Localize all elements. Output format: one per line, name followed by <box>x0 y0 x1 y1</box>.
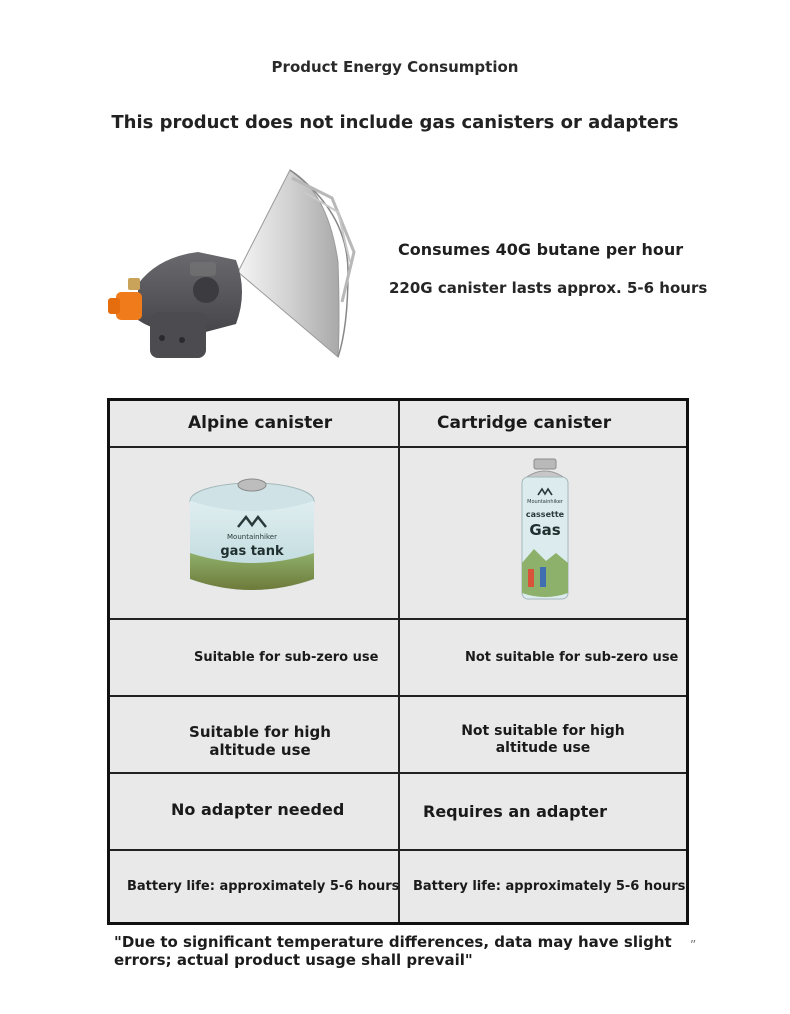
duration-spec: 220G canister lasts approx. 5-6 hours <box>389 279 708 297</box>
page-title: Product Energy Consumption <box>271 58 519 76</box>
column-divider <box>398 401 400 922</box>
row-divider <box>110 695 686 697</box>
cartridge-subzero: Not suitable for sub-zero use <box>465 650 679 665</box>
gas-heater-image <box>98 152 368 374</box>
consumption-spec: Consumes 40G butane per hour <box>398 240 684 259</box>
alpine-label-text: gas tank <box>220 544 284 559</box>
cartridge-canister-image <box>516 457 574 603</box>
footnote: "Due to significant temperature differences, data may have slight errors; actual product usage shall prevail" <box>114 933 672 969</box>
page-subtitle: This product does not include gas canisters or adapters <box>111 112 679 133</box>
cartridge-label-top-text: cassette <box>525 510 565 519</box>
comparison-table <box>107 398 689 925</box>
row-divider <box>110 446 686 448</box>
alpine-battery-life: Battery life: approximately 5-6 hours <box>127 879 400 894</box>
header-cartridge-canister: Cartridge canister <box>437 413 612 433</box>
alpine-altitude <box>170 723 350 759</box>
cartridge-adapter: Requires an adapter <box>423 802 607 821</box>
row-divider <box>110 618 686 620</box>
cartridge-brand-text: Mountainhiker <box>527 499 563 505</box>
cartridge-altitude-line2: altitude use <box>495 739 591 756</box>
alpine-subzero: Suitable for sub-zero use <box>194 650 379 665</box>
alpine-brand-text: Mountainhiker <box>227 533 277 541</box>
alpine-altitude-line1: Suitable for high <box>189 723 331 741</box>
cartridge-battery-life: Battery life: approximately 5-6 hours <box>413 879 686 894</box>
row-divider <box>110 849 686 851</box>
header-alpine-canister: Alpine canister <box>188 413 333 433</box>
alpine-canister-image <box>186 475 318 601</box>
corner-mark: ” <box>690 938 697 952</box>
row-divider <box>110 772 686 774</box>
alpine-adapter: No adapter needed <box>171 800 345 819</box>
cartridge-label-main-text: Gas <box>529 521 561 539</box>
cartridge-altitude-line1: Not suitable for high <box>461 723 625 739</box>
cartridge-altitude <box>448 723 638 757</box>
alpine-altitude-line2: altitude use <box>209 741 311 759</box>
